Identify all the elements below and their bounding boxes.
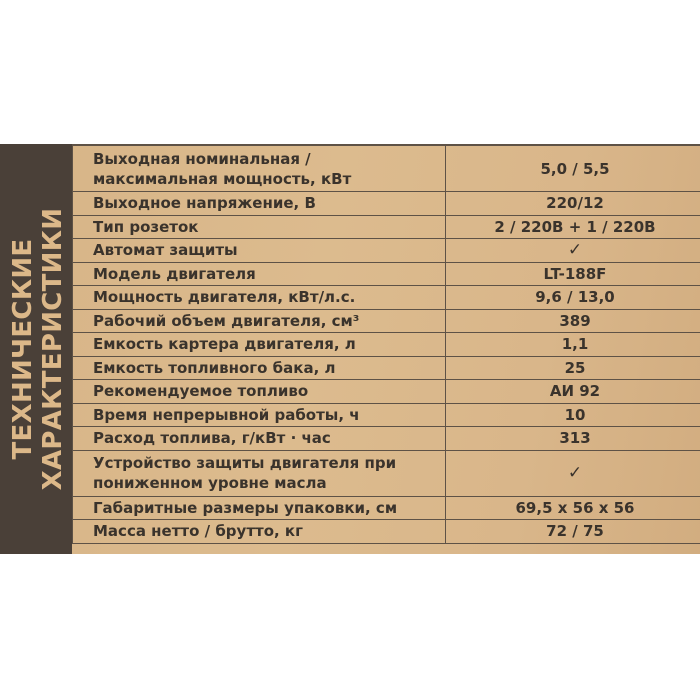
spec-label: Автомат защиты [73,239,446,263]
spec-label: Масса нетто / брутто, кг [73,520,446,544]
spec-label: Емкость топливного бака, л [73,356,446,380]
spec-label: Время непрерывной работы, ч [73,403,446,427]
spec-label: Мощность двигателя, кВт/л.с. [73,286,446,310]
spec-value: 389 [446,309,700,333]
spec-label: Модель двигателя [73,262,446,286]
spec-value: 10 [446,403,700,427]
spec-value: 25 [446,356,700,380]
table-row [73,380,700,404]
side-title [2,144,74,554]
spec-value: LT-188F [446,262,700,286]
spec-value: 313 [446,427,700,451]
side-title-band [0,144,72,554]
spec-value: 72 / 75 [446,520,700,544]
table-row [73,192,700,216]
spec-value: 69,5 х 56 х 56 [446,496,700,520]
spec-value: 9,6 / 13,0 [446,286,700,310]
table-row [73,262,700,286]
spec-label: Расход топлива, г/кВт · час [73,427,446,451]
table-row [73,520,700,544]
spec-value [446,450,700,496]
spec-label: Рабочий объем двигателя, см³ [73,309,446,333]
spec-label: Габаритные размеры упаковки, см [73,496,446,520]
table-row [73,215,700,239]
table-row [73,427,700,451]
specs-table [72,144,700,544]
table-row [73,333,700,357]
table-row [73,286,700,310]
table-row [73,309,700,333]
spec-label: Устройство защиты двигателя при пониженном уровне масла [73,450,446,496]
spec-value: АИ 92 [446,380,700,404]
check-icon: ✓ [567,463,583,483]
side-title-line1: ТЕХНИЧЕСКИЕ [8,238,38,460]
spec-value: 220/12 [446,192,700,216]
table-row [73,496,700,520]
table-row [73,356,700,380]
spec-label: Выходное напряжение, В [73,192,446,216]
table-row [73,145,700,192]
spec-label: Тип розеток [73,215,446,239]
spec-value: 5,0 / 5,5 [446,145,700,192]
table-row [73,403,700,427]
side-title-line2: ХАРАКТЕРИСТИКИ [38,207,68,491]
spec-value [446,239,700,263]
spec-label: Емкость картера двигателя, л [73,333,446,357]
spec-label: Рекомендуемое топливо [73,380,446,404]
table-row [73,239,700,263]
spec-value: 2 / 220В + 1 / 220В [446,215,700,239]
spec-label-card [0,144,700,554]
table-row [73,450,700,496]
check-icon: ✓ [567,240,583,261]
spec-label: Выходная номинальная / максимальная мощность, кВт [73,145,446,192]
spec-value: 1,1 [446,333,700,357]
